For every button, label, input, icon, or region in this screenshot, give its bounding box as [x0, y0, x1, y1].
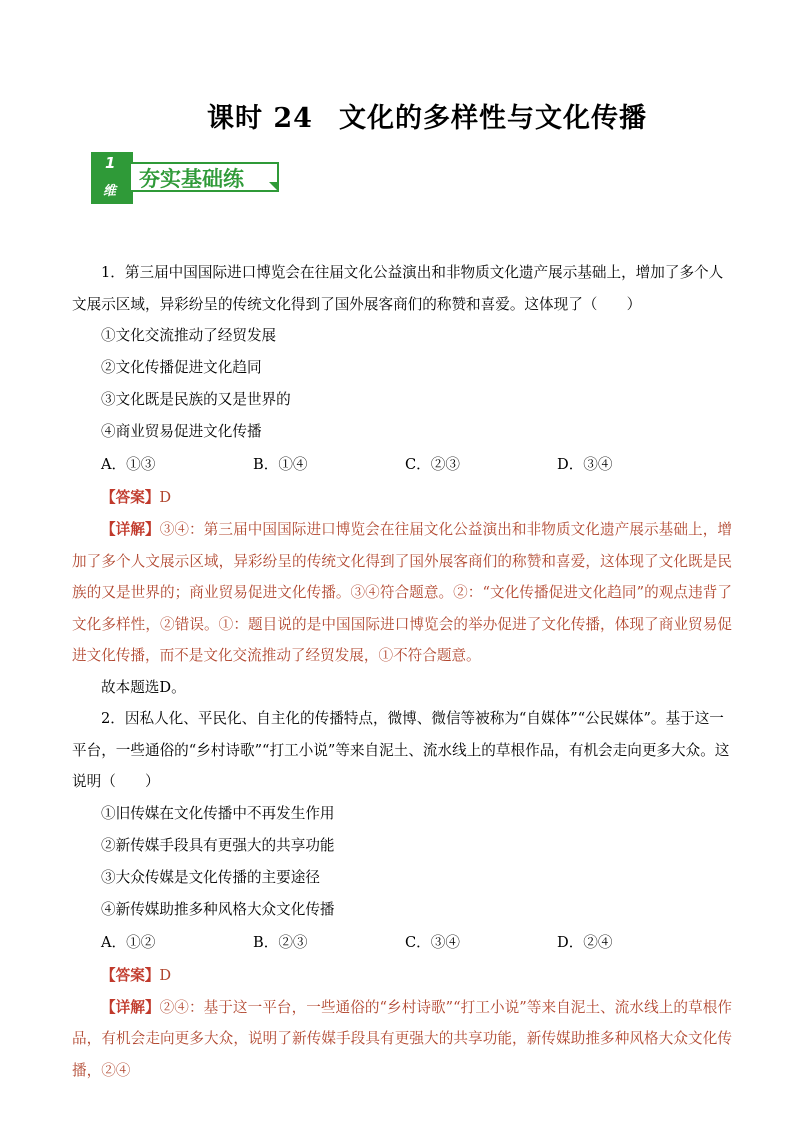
question-1-answer — [101, 481, 732, 514]
section-banner — [91, 152, 287, 206]
choice-b: B．①④ — [253, 456, 308, 473]
detail-text: ②④：基于这一平台，一些通俗的“乡村诗歌”“打工小说”等来自泥土、流水线上的草根作品，有机会走向更多大众，说明了新传媒手段具有更强大的共享功能，新传媒助推多种风格大众文化传播，②④ — [72, 998, 732, 1079]
question-2-answer — [101, 959, 732, 992]
question-1-detail — [72, 514, 732, 672]
banner-corner — [269, 182, 279, 192]
question-1-option: ②文化传播促进文化趋同 — [101, 359, 262, 376]
question-list — [72, 257, 732, 1086]
answer-tag: 【答案】 — [101, 966, 160, 984]
section-unit: 维 — [103, 184, 117, 199]
detail-tag: 【详解】 — [101, 521, 160, 538]
question-2-option: ③大众传媒是文化传播的主要途径 — [101, 868, 320, 886]
question-1-stem: 1．第三届中国国际进口博览会在往届文化公益演出和非物质文化遗产展示基础上，增加了多个人文展示区域，异彩纷呈的传统文化得到了国外展客商们的称赞和喜爱。这体现了（ ） — [72, 264, 724, 313]
question-2-option: ①旧传媒在文化传播中不再发生作用 — [101, 804, 335, 822]
detail-tag: 【详解】 — [101, 998, 160, 1016]
question-1-option: ③文化既是民族的又是世界的 — [101, 391, 291, 408]
question-2-detail — [72, 992, 732, 1087]
answer-value: D — [159, 966, 172, 984]
choice-c: C．②③ — [405, 456, 460, 473]
section-label: 夯实基础练 — [131, 162, 279, 192]
lesson-number: 课时 24 — [207, 103, 313, 134]
page-title — [0, 96, 794, 135]
question-1-choices — [101, 448, 732, 481]
section-number: 1 — [105, 154, 116, 172]
question-2-stem: 2．因私人化、平民化、自主化的传播特点，微博、微信等被称为“自媒体”“公民媒体”。基于这一平台，一些通俗的“乡村诗歌”“打工小说”等来自泥土、流水线上的草根作品，有机会走向更多大众。这说明（ ） — [72, 710, 730, 790]
question-1-option: ①文化交流推动了经贸发展 — [101, 327, 277, 344]
question-2-option: ④新传媒助推多种风格大众文化传播 — [101, 900, 335, 918]
question-2-option: ②新传媒手段具有更强大的共享功能 — [101, 836, 335, 854]
question-1-option: ④商业贸易促进文化传播 — [101, 423, 262, 440]
choice-b: B．②③ — [253, 933, 308, 951]
lesson-topic: 文化的多样性与文化传播 — [338, 103, 647, 134]
answer-tag: 【答案】 — [101, 489, 160, 506]
answer-value: D — [159, 489, 172, 506]
question-2-choices — [101, 926, 732, 959]
choice-a: A．①② — [101, 933, 156, 951]
choice-c: C．③④ — [405, 933, 460, 951]
question-1-conclusion: 故本题选D。 — [101, 678, 186, 696]
choice-a: A．①③ — [101, 456, 156, 473]
section-number-badge — [91, 152, 133, 204]
choice-d: D．②④ — [557, 933, 613, 951]
choice-d: D．③④ — [557, 456, 613, 473]
detail-text: ③④：第三届中国国际进口博览会在往届文化公益演出和非物质文化遗产展示基础上，增加了多个人文展示区域，异彩纷呈的传统文化得到了国外展客商们的称赞和喜爱，这体现了文化既是民族的又是世界的；商业贸易促进文化传播。③④符合题意。②：“文化传播促进文化趋同”的观点违背了文化多样性，②错误。①：题目说的是中国国际进口博览会的举办促进了文化传播，体现了商业贸易促进文化传播，而不是文化交流推动了经贸发展，①不符合题意。 — [72, 521, 732, 664]
